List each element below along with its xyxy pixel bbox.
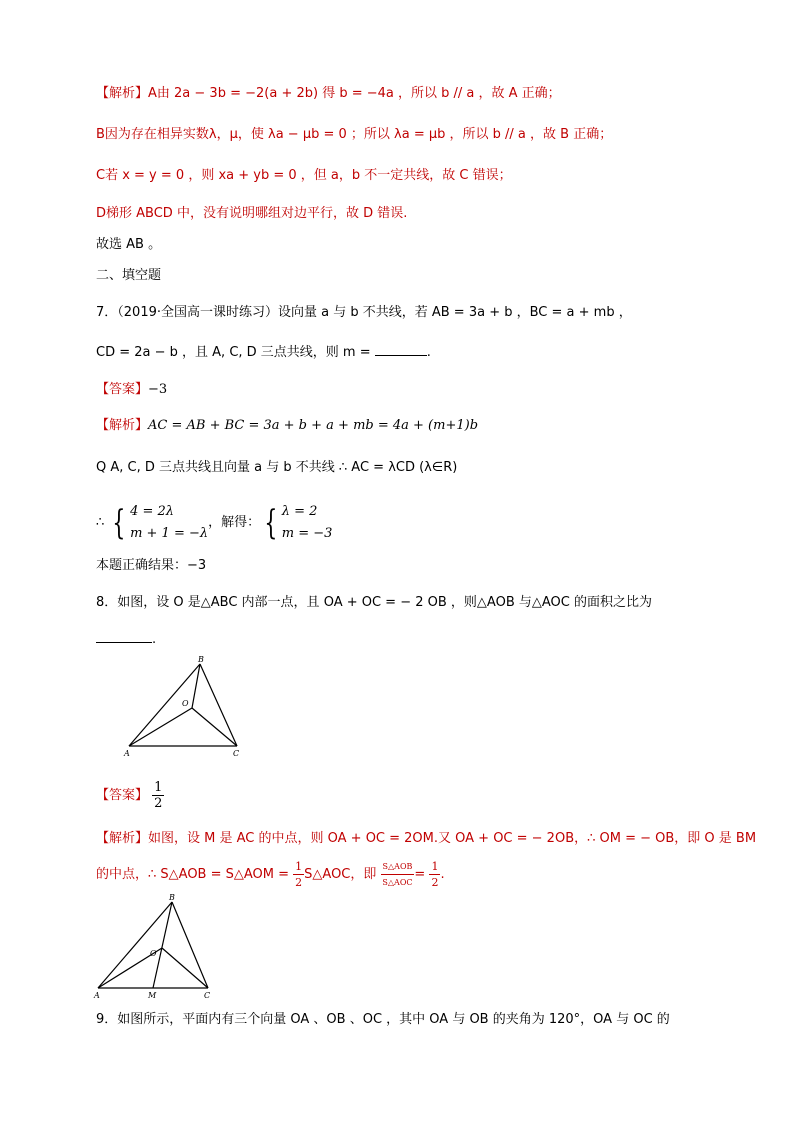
q7-stem-line2 [96, 343, 431, 363]
denominator: 2 [431, 876, 439, 889]
p6-solution-line-b: B因为存在相异实数λ，μ，使 λa − μb = 0 ；所以 λa = μb ，所以 b // a ，故 B 正确； [96, 127, 613, 142]
q7-solution-line1 [96, 416, 478, 436]
q8-stem-line2 [96, 630, 156, 650]
denominator: 2 [154, 796, 163, 811]
numerator: 1 [295, 860, 303, 873]
q8-answer [96, 776, 164, 816]
text: A由 2a − 3b = −2(a + 2b) 得 b = −4a ，所以 b // a ，故 A 正确； [148, 86, 561, 101]
left-brace: { [112, 502, 126, 543]
vertex-label-a: A [124, 749, 130, 758]
triangle-figure-1 [120, 652, 250, 760]
q7-stem-line1: 7．（2019·全国高一课时练习）设向量 a 与 b 不共线，若 AB = 3a + b ，BC = a + mb ， [96, 305, 632, 320]
system-2 [282, 501, 333, 545]
p6-solution-line-a [96, 84, 561, 104]
left-brace: { [264, 502, 278, 543]
solution-tag: 【解析】 [96, 418, 149, 433]
point-label-o: O [150, 949, 157, 958]
numerator: S△AOB [381, 859, 415, 875]
solution-tag: 【解析】 [96, 86, 149, 101]
section-title: 二、填空题 [96, 268, 162, 283]
q9-stem-line1: 9．如图所示，平面内有三个向量 OA 、OB 、OC ，其中 OA 与 OB 的夹角为 120°，OA 与 OC 的 [96, 1012, 670, 1027]
q7-stem-text: CD = 2a − b ，且 A, C, D 三点共线，则 m = [96, 345, 371, 360]
period: . [440, 867, 445, 882]
system-1-row-2: m + 1 = −λ [130, 525, 209, 541]
answer-value: −3 [148, 382, 168, 397]
denominator: 2 [295, 876, 303, 889]
q7-result: 本题正确结果：−3 [96, 558, 207, 573]
p6-solution-line-d: D梯形 ABCD 中，没有说明哪组对边平行，故 D 错误. [96, 206, 408, 221]
period: . [426, 345, 431, 360]
period: . [152, 632, 157, 647]
vertex-label-b: B [198, 655, 204, 664]
answer-fraction [152, 780, 164, 811]
answer-blank [96, 642, 152, 643]
system-2-row-2: m = −3 [281, 525, 333, 541]
triangle-figure-2 [90, 890, 220, 1002]
q7-solution-line2: Q A, C, D 三点共线且向量 a 与 b 不共线 ∴ AC = λCD (λ∈R) [96, 460, 458, 475]
half-fraction [293, 859, 304, 890]
text: S△AOC，即 [304, 867, 377, 882]
vertex-label-c: C [233, 749, 240, 758]
answer-blank [375, 355, 427, 356]
equals: = [414, 867, 426, 882]
therefore-symbol: ∴ [96, 515, 105, 530]
system-1-row-1: 4 = 2λ [130, 503, 175, 519]
vertex-label-b: B [169, 893, 175, 902]
q7-answer [96, 380, 167, 400]
denominator: S△AOC [382, 878, 413, 887]
p6-choose: 故选 AB 。 [96, 237, 162, 252]
vertex-label-c: C [204, 991, 211, 1000]
q7-equation-system [96, 500, 332, 546]
point-label-o: O [182, 699, 189, 708]
q8-solution-line1 [96, 829, 756, 849]
text: 的中点，∴ S△AOB = S△AOM = [96, 867, 290, 882]
solve-word: ，解得： [208, 515, 261, 530]
solution-tag: 【解析】 [96, 831, 149, 846]
numerator: 1 [431, 860, 439, 873]
area-ratio-fraction [381, 859, 415, 890]
q8-solution-line2 [96, 858, 445, 892]
equation: AC = AB + BC = 3a + b + a + mb = 4a + (m+1)b [148, 418, 479, 433]
point-label-m: M [148, 991, 157, 1000]
system-2-row-1: λ = 2 [281, 503, 318, 519]
numerator: 1 [154, 780, 163, 795]
answer-tag: 【答案】 [96, 382, 149, 397]
answer-tag: 【答案】 [96, 788, 149, 803]
p6-solution-line-c: C若 x = y = 0 ，则 xa + yb = 0 ，但 a，b 不一定共线，故 C 错误； [96, 168, 512, 183]
system-1 [130, 501, 208, 545]
result-fraction [429, 859, 440, 890]
text: 如图，设 M 是 AC 的中点，则 OA + OC = 2OM.又 OA + OC = − 2OB，∴ OM = − OB，即 O 是 BM [148, 831, 757, 846]
q8-stem-line1: 8．如图，设 O 是△ABC 内部一点，且 OA + OC = − 2 OB ，则△AOB 与△AOC 的面积之比为 [96, 595, 652, 610]
vertex-label-a: A [94, 991, 100, 1000]
